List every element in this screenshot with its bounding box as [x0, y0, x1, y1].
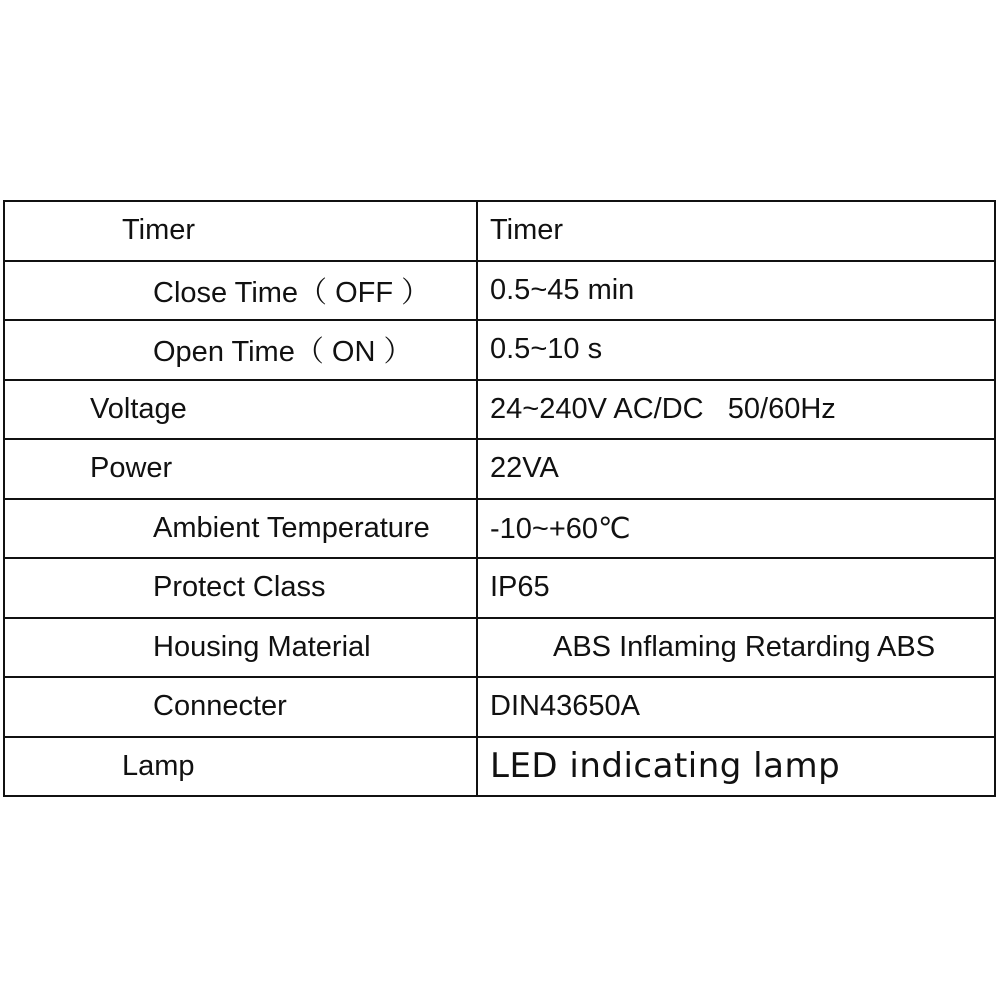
table-row [5, 738, 994, 796]
row-value-ambient-temperature: -10~+60℃ [490, 512, 631, 545]
row-label-lamp: Lamp [5, 738, 478, 796]
table-row [5, 559, 994, 619]
row-label-protect-class: Protect Class [5, 559, 478, 617]
table-row [5, 440, 994, 500]
row-value-open-time: 0.5~10 s [490, 333, 603, 366]
row-label-power: Power [5, 440, 478, 498]
row-value-housing-material: ABS Inflaming Retarding ABS [553, 630, 936, 663]
row-value-timer: Timer [490, 214, 564, 247]
table-row [5, 262, 994, 322]
table-row [5, 321, 994, 381]
row-value-connecter: DIN43650A [490, 690, 640, 723]
row-label-connecter: Connecter [5, 678, 478, 736]
row-label-open-time: Open Time（ ON ） [5, 321, 478, 379]
row-label-ambient-temperature: Ambient Temperature [5, 500, 478, 558]
table-row [5, 381, 994, 441]
row-value-voltage: 24~240V AC/DC 50/60Hz [490, 392, 836, 425]
row-value-close-time: 0.5~45 min [490, 273, 635, 306]
row-label-voltage: Voltage [5, 381, 478, 439]
table-row [5, 619, 994, 679]
table-row [5, 500, 994, 560]
row-label-housing-material: Housing Material [5, 619, 478, 677]
table-row [5, 678, 994, 738]
row-label-close-time: Close Time（ OFF ） [5, 262, 478, 320]
row-value-power: 22VA [490, 452, 559, 485]
row-value-protect-class: IP65 [490, 571, 550, 604]
row-value-lamp: LED indicating lamp [490, 746, 841, 787]
table-row [5, 202, 994, 262]
spec-table [3, 200, 996, 797]
row-label-timer: Timer [5, 202, 478, 260]
